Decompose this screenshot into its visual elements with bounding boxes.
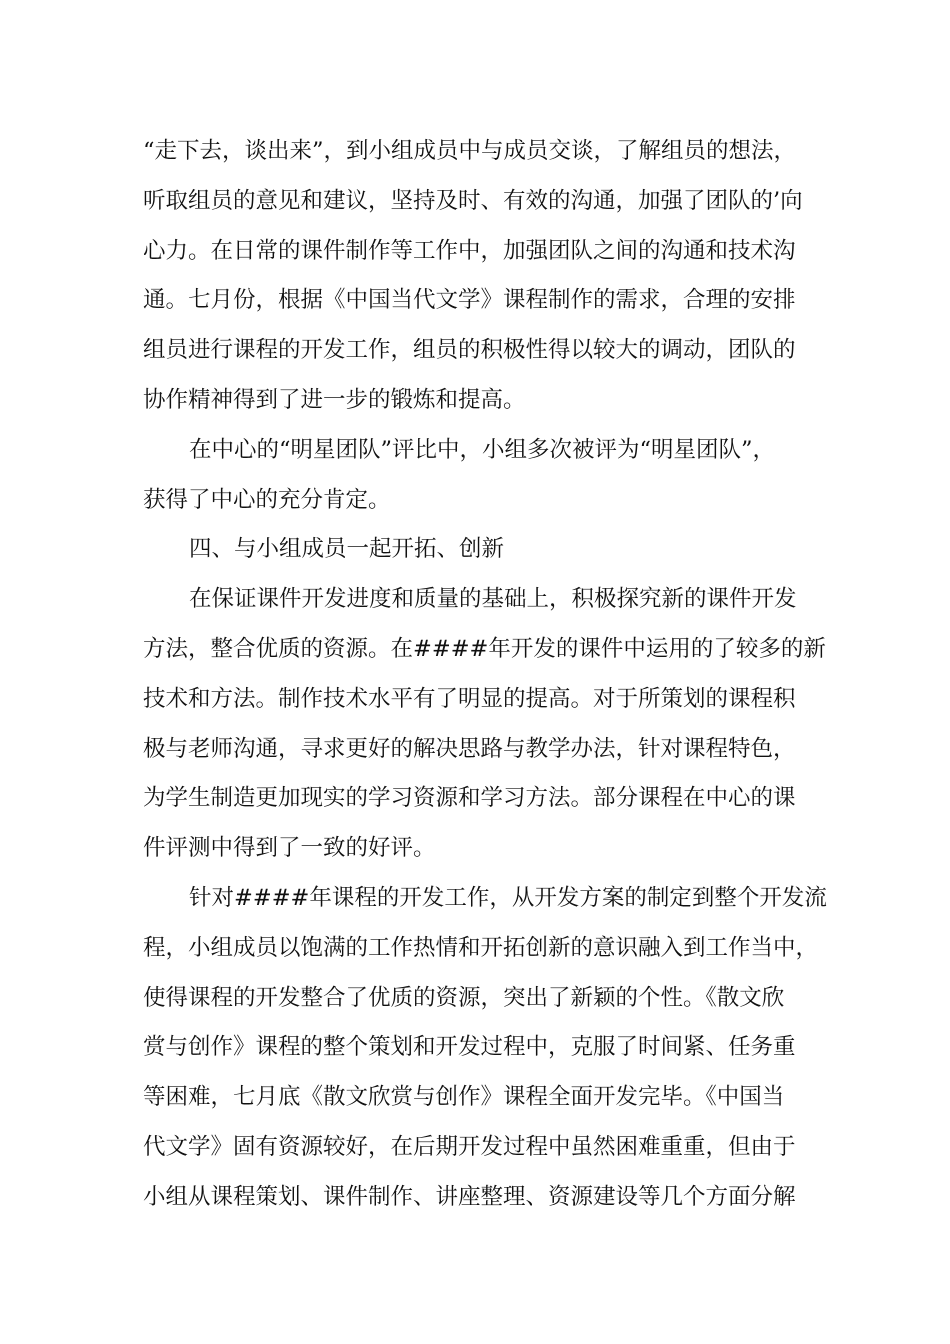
text-line: 在保证课件开发进度和质量的基础上，积极探究新的课件开发: [189, 586, 797, 613]
text-line: 代文学》固有资源较好，在后期开发过程中虽然困难重重，但由于: [143, 1133, 796, 1160]
paragraph-course-development: [143, 874, 833, 1223]
text-line: 为学生制造更加现实的学习资源和学习方法。部分课程在中心的课: [143, 785, 796, 812]
text-line: 在中心的“明星团队”评比中，小组多次被评为“明星团队”，: [189, 436, 776, 463]
text-line: 协作精神得到了进一步的锻炼和提高。: [143, 386, 526, 413]
text-line: “走下去，谈出来”，到小组成员中与成员交谈，了解组员的想法，: [143, 138, 797, 164]
paragraph-star-team: [143, 426, 833, 526]
text-line: 通。七月份，根据《中国当代文学》课程制作的需求，合理的安排: [143, 287, 796, 314]
text-line: 程，小组成员以饱满的工作热情和开拓创新的意识融入到工作当中，: [143, 934, 819, 961]
text-line: 组员进行课程的开发工作，组员的积极性得以较大的调动，团队的: [143, 337, 796, 364]
text-line: 等困难，七月底《散文欣赏与创作》课程全面开发完毕。《中国当: [143, 1084, 785, 1111]
text-line: 技术和方法。制作技术水平有了明显的提高。对于所策划的课程积: [143, 685, 796, 712]
section-heading-text: 四、与小组成员一起开拓、创新: [189, 536, 505, 563]
text-line: 方法，整合优质的资源。在####年开发的课件中运用的了较多的新: [143, 635, 826, 662]
text-line: 小组从课程策划、课件制作、讲座整理、资源建设等几个方面分解: [143, 1183, 796, 1210]
paragraph-team-communication: [143, 127, 833, 426]
text-line: 赏与创作》课程的整个策划和开发过程中，克服了时间紧、任务重: [143, 1034, 796, 1061]
text-line: 极与老师沟通，寻求更好的解决思路与教学办法，针对课程特色，: [143, 735, 796, 762]
text-line: 件评测中得到了一致的好评。: [143, 835, 436, 862]
section-heading: [143, 525, 833, 575]
text-line: 听取组员的意见和建议，坚持及时、有效的沟通，加强了团队的’向: [143, 187, 803, 214]
text-line: 针对####年课程的开发工作，从开发方案的制定到整个开发流: [189, 884, 827, 911]
text-line: 获得了中心的充分肯定。: [143, 486, 391, 513]
text-line: 心力。在日常的课件制作等工作中，加强团队之间的沟通和技术沟: [143, 237, 796, 264]
document-body: [143, 127, 833, 1223]
paragraph-innovation: [143, 575, 833, 874]
text-line: 使得课程的开发整合了优质的资源，突出了新颖的个性。《散文欣: [143, 984, 785, 1011]
